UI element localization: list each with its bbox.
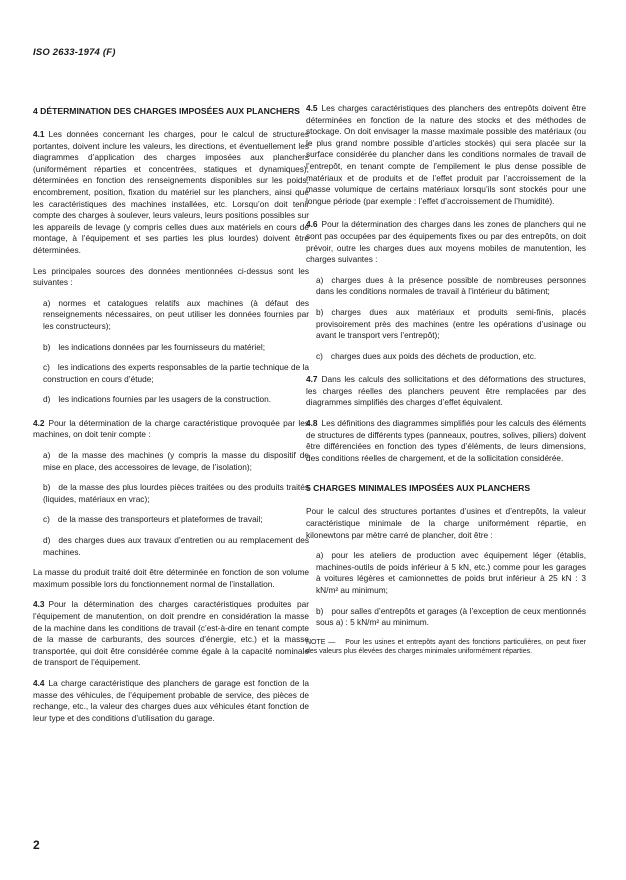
- item-label: a): [43, 450, 51, 461]
- paragraph-text: La charge caractéristique des planchers de garage est fonction de la masse des véhicules, de l’équipement probable de service, des pièces de rechange, etc., la valeur des charges dues aux véhicules étant fonction de leur type et des conditions d’utilisation du garage.: [33, 677, 309, 723]
- clause-number: 4.1: [33, 129, 45, 139]
- item-text: charges dues à la présence possible de nombreuses personnes dans les conditions normales de travail à l’intérieur du bâtiment;: [316, 274, 586, 297]
- item-label: a): [316, 274, 324, 285]
- paragraph-4-3: [33, 599, 309, 669]
- note-text: Pour les usines et entrepôts ayant des fonctions particulières, on peut fixer des valeurs plus élevées des charges minimales uniformément réparties.: [306, 638, 586, 655]
- item-label: c): [316, 350, 323, 361]
- paragraph-text: Pour la détermination des charges caractéristiques produites par l’équipement de manutention, on doit prendre en considération la masse de la machine dans les conditions de travail (c’est-à-dire en tenant compte de la masse de carburants, des sources d’énergie, etc.) et la masse transportée, qui doit être considérée comme égale à la capacité nominale de transport de l’équipement.: [33, 599, 309, 668]
- item-label: b): [316, 306, 324, 317]
- paragraph-text: Les définitions des diagrammes simplifiés pour les calculs des éléments de structures de différents types (panneaux, poutres, solives, piliers) doivent être différenciées en fonction des types d’éléments, de leurs dimensions, des conditions réelles de chargement, et de la sollicitation considérée.: [306, 418, 586, 463]
- list-item: [316, 351, 586, 363]
- paragraph-4-4: [33, 678, 309, 724]
- list-item: [316, 307, 586, 342]
- item-label: d): [43, 535, 51, 546]
- note-label: NOTE —: [306, 638, 336, 646]
- clause-number: 4.3: [33, 599, 45, 610]
- paragraph-4-1: [33, 129, 309, 257]
- list-item: [43, 394, 309, 406]
- item-text: de la masse des plus lourdes pièces traitées ou des produits traités (liquides, matériaux en vrac);: [43, 482, 309, 504]
- item-text: normes et catalogues relatifs aux machines (à défaut des renseignements nécessaires, on peut utiliser les données fournies par les constructeurs);: [43, 297, 309, 331]
- sources-intro: Les principales sources des données mentionnées ci-dessus sont les suivantes :: [33, 265, 309, 288]
- left-column: [33, 106, 309, 733]
- paragraph-text: Dans les calculs des sollicitations et des déformations des structures, les charges réelles des planchers peuvent être remplacées par des diagrammes simplifiés des charges d’effet équivalent.: [306, 374, 586, 408]
- item-label: b): [316, 605, 324, 616]
- list-item: [43, 514, 309, 526]
- item-text: les indications fournies par les usagers de la construction.: [58, 394, 271, 405]
- clause-number: 4.5: [306, 103, 318, 113]
- item-label: a): [43, 297, 51, 308]
- clause-number: 4.6: [306, 219, 318, 230]
- clause-number: 4.8: [306, 418, 318, 429]
- item-text: charges dues aux poids des déchets de production, etc.: [330, 350, 537, 361]
- clause-number: 4.2: [33, 417, 45, 428]
- section-5-title: 5 CHARGES MINIMALES IMPOSÉES AUX PLANCHERS: [306, 483, 531, 494]
- paragraph-text: Les charges caractéristiques des planchers des entrepôts doivent être déterminées en fonction de la nature des stocks et des méthodes de stockage. On doit envisager la masse maximale possible des matériaux (ou le plus grand nombre possible d’articles stockés) qui sera placée sur la surface considérée du plancher dans les conditions normales de travail de l’entrepôt, en tenant compte de l’empilement le plus dense possible de matériaux et de produits et de l’effet produit par l’accroissement de la masse volumique de certains matériaux lorsqu’ils sont stockés pour une longue période (par exemple : l’effet d’accroissement de l’humidité).: [306, 103, 586, 206]
- paragraph-4-6: [306, 219, 586, 265]
- item-text: de la masse des machines (y compris la masse du dispositif de mise en place, des accessoires de levage, de l’isolation);: [43, 450, 309, 472]
- paragraph-4-7: [306, 374, 586, 409]
- section-5-intro: Pour le calcul des structures portantes d’usines et d’entrepôts, la valeur caractéristique minimale de la charge uniformément répartie, en kilonewtons par mètre carré de plancher, doit être :: [306, 506, 586, 540]
- item-label: b): [43, 341, 51, 352]
- note: [306, 638, 586, 656]
- list-item: [316, 550, 586, 596]
- right-column: [306, 103, 586, 656]
- clause-number: 4.4: [33, 677, 45, 688]
- paragraph-4-2: [33, 418, 309, 441]
- item-label: d): [43, 394, 51, 405]
- paragraph-text: Pour la détermination de la charge caractéristique provoquée par les machines, on doit tenir compte :: [33, 417, 309, 440]
- paragraph-4-8: [306, 418, 586, 464]
- paragraph-4-5: [306, 103, 586, 207]
- item-label: c): [43, 362, 50, 373]
- list-item: [43, 482, 309, 505]
- item-label: b): [43, 482, 51, 493]
- section-4-title: 4 DÉTERMINATION DES CHARGES IMPOSÉES AUX PLANCHERS: [33, 106, 300, 116]
- list-item: [316, 606, 586, 629]
- item-label: a): [316, 550, 324, 561]
- page-number: 2: [33, 838, 40, 852]
- item-text: pour salles d’entrepôts et garages (à l’exception de ceux mentionnés sous a) : 5 kN/m² au minimum.: [316, 605, 586, 628]
- paragraph-4-2-tail: La masse du produit traité doit être déterminée en fonction de son volume maximum possible lors du fonctionnement normal de l’installation.: [33, 567, 309, 589]
- list-item: [43, 342, 309, 354]
- item-text: les indications données par les fournisseurs du matériel;: [58, 341, 266, 352]
- list-item: [43, 298, 309, 333]
- item-text: pour les ateliers de production avec équipement léger (établis, machines-outils de poids inférieur à 5 kN, etc.) comme pour les garages à voitures légères et camionnettes de poids brut inférieur à 25 kN : 3 kN/m² au minimum;: [316, 550, 586, 595]
- list-item: [43, 535, 309, 558]
- list-item: [43, 362, 309, 385]
- item-text: des charges dues aux travaux d’entretien ou au remplacement des machines.: [43, 535, 309, 557]
- document-code: ISO 2633-1974 (F): [33, 47, 116, 58]
- item-label: c): [43, 514, 50, 525]
- paragraph-text: Pour la détermination des charges dans les zones de planchers qui ne sont pas occupées par des équipements fixes ou par des entrepôts, on doit prévoir, outre les charges dues aux moyens mobiles de manutention, les charges suivantes :: [306, 219, 586, 265]
- clause-number: 4.7: [306, 374, 318, 385]
- list-item: [43, 450, 309, 473]
- paragraph-text: Les données concernant les charges, pour le calcul de structures portantes, doivent inclure les valeurs, les directions, et éventuellement les diagrammes d’application des charges imposées aux planchers (uniformément réparties et concentrées, statiques et dynamiques), déterminées en fonction des renseignements disponibles sur les poids, encombrement, position, fixation du matériel sur les planchers, ainsi que les caractéristiques des machines installées, etc. Lorsqu’on doit tenir compte des charges à soulever, leurs valeurs, leurs positions possibles sur les appareils de levage (y compris celles dues aux matériels en cours de montage, à l’équipement et ses parties les plus lourdes) doivent être déterminées.: [33, 129, 309, 255]
- item-text: de la masse des transporteurs et plateformes de travail;: [57, 514, 263, 525]
- list-item: [316, 275, 586, 298]
- item-text: les indications des experts responsables de la partie technique de la construction en cours d’étude;: [43, 362, 309, 384]
- item-text: charges dues aux matériaux et produits semi-finis, placés provisoirement près des machines (entre les opérations d’usinage ou avant le transport vers l’entrepôt);: [316, 306, 586, 341]
